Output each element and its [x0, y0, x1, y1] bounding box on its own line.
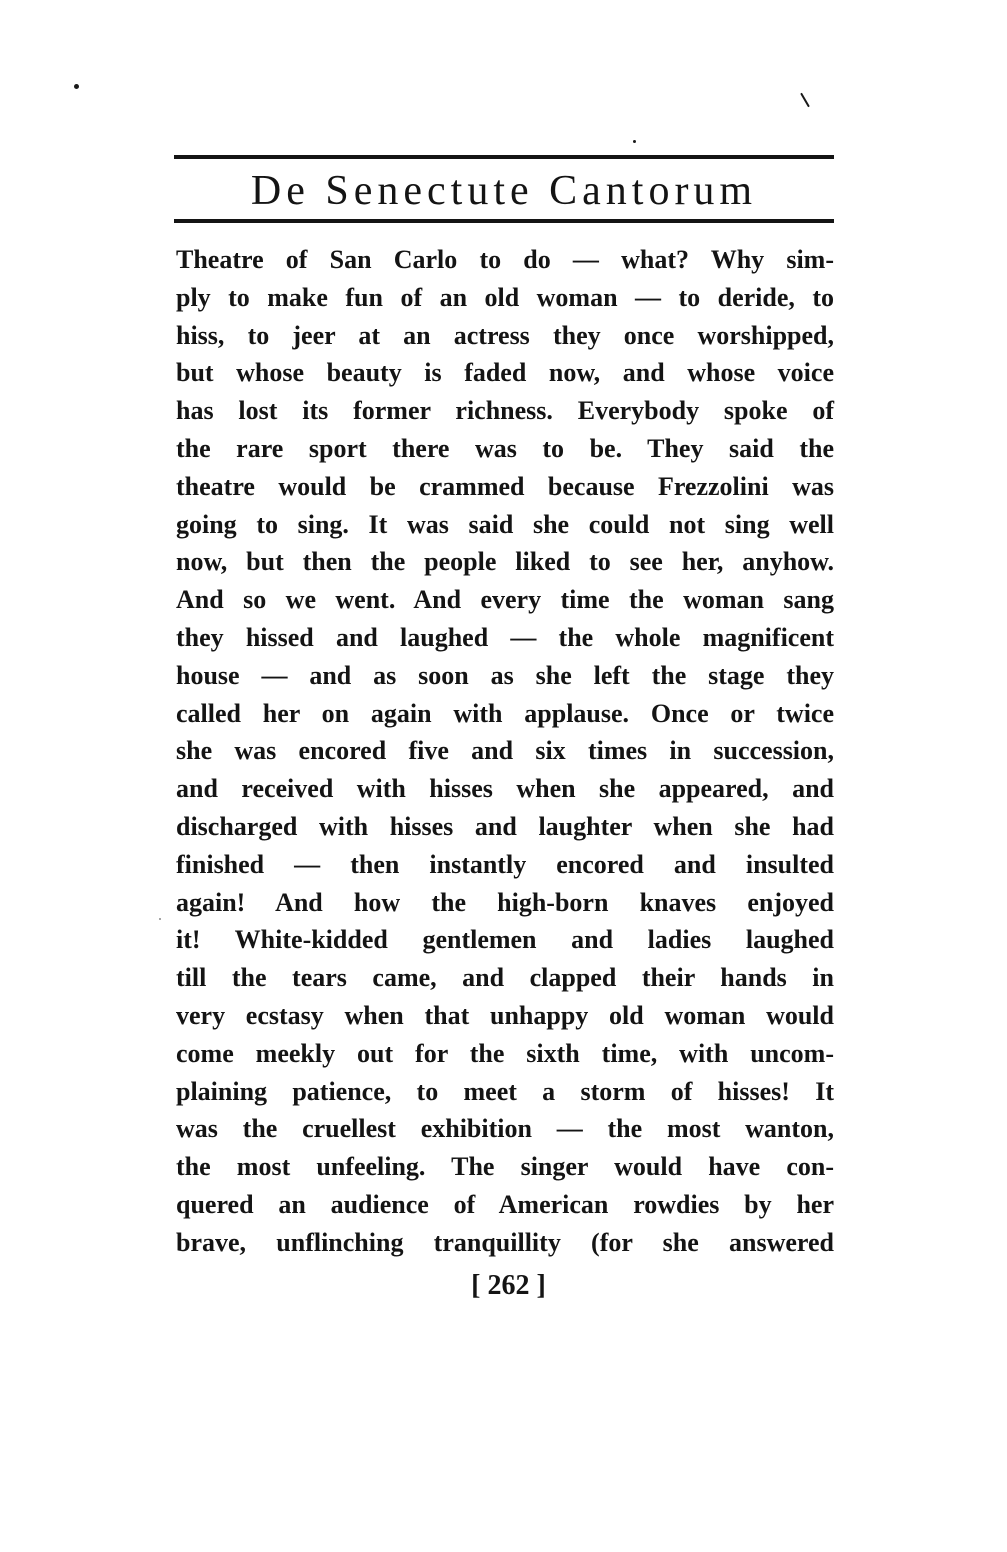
text-line: called her on again with applause. Once or twice — [176, 698, 834, 728]
body-text — [176, 241, 834, 1262]
running-title: De Senectute Cantorum — [250, 168, 758, 214]
header-rule-top — [174, 155, 834, 159]
scan-speck — [159, 918, 161, 920]
text-line: ply to make fun of an old woman — to deride, to — [176, 282, 834, 312]
scan-speck — [74, 84, 79, 89]
text-line: very ecstasy when that unhappy old woman would — [176, 1000, 834, 1030]
text-line: she was encored five and six times in succession, — [176, 736, 834, 766]
text-line: come meekly out for the sixth time, with uncom- — [176, 1038, 834, 1068]
text-line: house — and as soon as she left the stage they — [176, 660, 834, 690]
text-line: it! White-kidded gentlemen and ladies laughed — [176, 925, 834, 955]
text-line: and received with hisses when she appeared, and — [176, 774, 834, 804]
text-line: plaining patience, to meet a storm of hisses! It — [176, 1076, 834, 1106]
text-line: brave, unflinching tranquillity (for she answered — [176, 1227, 834, 1257]
text-line: now, but then the people liked to see her, anyhow. — [176, 547, 834, 577]
text-line: the rare sport there was to be. They said the — [176, 433, 834, 463]
text-line: was the cruellest exhibition — the most wanton, — [176, 1114, 834, 1144]
text-line: And so we went. And every time the woman sang — [176, 585, 834, 615]
scan-speck — [633, 140, 636, 143]
text-line: finished — then instantly encored and insulted — [176, 849, 834, 879]
text-line: theatre would be crammed because Frezzolini was — [176, 471, 834, 501]
text-line: hiss, to jeer at an actress they once worshipped, — [176, 320, 834, 350]
text-line: the most unfeeling. The singer would have con- — [176, 1152, 834, 1182]
text-line: till the tears came, and clapped their hands in — [176, 963, 834, 993]
running-header — [174, 155, 834, 225]
text-line: quered an audience of American rowdies by her — [176, 1189, 834, 1219]
scan-mark — [800, 93, 810, 108]
text-line: discharged with hisses and laughter when she had — [176, 811, 834, 841]
text-line: again! And how the high-born knaves enjoyed — [176, 887, 834, 917]
text-line: has lost its former richness. Everybody spoke of — [176, 396, 834, 426]
header-rule-bottom — [174, 219, 834, 223]
text-line: Theatre of San Carlo to do — what? Why sim- — [176, 245, 834, 274]
text-line: they hissed and laughed — the whole magnificent — [176, 622, 834, 652]
page-number: [ 262 ] — [471, 1270, 546, 1301]
text-line: but whose beauty is faded now, and whose voice — [176, 358, 834, 388]
text-line: going to sing. It was said she could not sing well — [176, 509, 834, 539]
